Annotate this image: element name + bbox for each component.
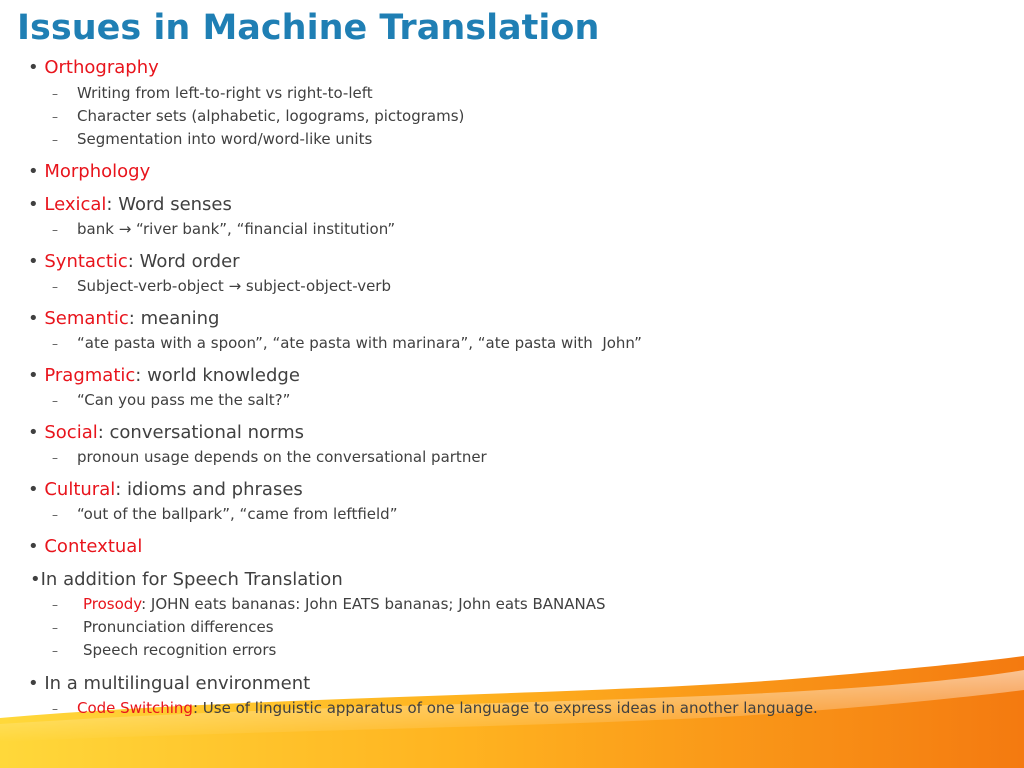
arrow-right-icon: → — [228, 277, 242, 295]
bullet-term: Orthography — [44, 57, 159, 78]
dash-marker: – — [52, 644, 58, 658]
dash-marker: – — [52, 110, 58, 124]
sub-bullet-text: Segmentation into word/word-like units — [77, 130, 373, 148]
sub-bullet-pronoun-usage — [52, 447, 487, 468]
dash-marker: – — [52, 394, 58, 408]
sub-bullet-segmentation — [52, 129, 372, 150]
bullet-marker: • — [28, 57, 39, 78]
bullet-term: Morphology — [44, 161, 151, 182]
bullet-syntactic — [28, 250, 240, 274]
dash-marker: – — [52, 223, 58, 237]
bullet-description: : meaning — [128, 308, 220, 329]
bullet-marker: • — [28, 536, 39, 557]
bullet-pragmatic — [28, 364, 300, 388]
sub-bullet-text: Speech recognition errors — [83, 641, 277, 659]
dash-marker: – — [52, 87, 58, 101]
sub-bullet-text: Pronunciation differences — [83, 618, 274, 636]
bullet-marker: • — [28, 251, 39, 272]
bullet-lexical — [28, 193, 232, 217]
dash-marker: – — [52, 280, 58, 294]
bullet-marker: • — [28, 479, 39, 500]
sub-bullet-text: “river bank”, “financial institution” — [131, 220, 396, 238]
dash-marker: – — [52, 337, 58, 351]
bullet-description: : Word order — [127, 251, 240, 272]
bullet-marker: • — [30, 569, 41, 590]
bullet-contextual — [28, 535, 142, 559]
sub-bullet-text: pronoun usage depends on the conversational partner — [77, 448, 487, 466]
sub-bullet-character-sets — [52, 106, 464, 127]
bullet-term: Lexical — [44, 194, 107, 215]
sub-bullet-text: subject-object-verb — [241, 277, 391, 295]
sub-bullet-text: “out of the ballpark”, “came from leftfield” — [77, 505, 398, 523]
dash-marker: – — [52, 451, 58, 465]
slide-title: Issues in Machine Translation — [17, 8, 600, 48]
sub-bullet-salt-example — [52, 390, 290, 411]
bullet-description: : world knowledge — [135, 365, 300, 386]
bullet-description: : idioms and phrases — [115, 479, 303, 500]
sub-bullet-text: Writing from left-to-right vs right-to-left — [77, 84, 373, 102]
bullet-description: : conversational norms — [97, 422, 305, 443]
sub-bullet-term: Code Switching — [77, 699, 193, 717]
sub-bullet-text: Subject-verb-object — [77, 277, 229, 295]
sub-bullet-text: “Can you pass me the salt?” — [77, 391, 291, 409]
bullet-marker: • — [28, 194, 39, 215]
sub-bullet-code-switching — [52, 698, 818, 719]
bullet-marker: • — [28, 161, 39, 182]
sub-bullet-term: Prosody — [83, 595, 142, 613]
dash-marker: – — [52, 133, 58, 147]
sub-bullet-bank-example — [52, 219, 395, 240]
arrow-right-icon: → — [118, 220, 132, 238]
dash-marker: – — [52, 508, 58, 522]
bullet-multilingual — [28, 672, 310, 696]
sub-bullet-idioms-example — [52, 504, 397, 525]
bullet-cultural — [28, 478, 303, 502]
bullet-description: In a multilingual environment — [44, 673, 311, 694]
bullet-term: Syntactic — [44, 251, 128, 272]
sub-bullet-pasta-example — [52, 333, 642, 354]
bullet-marker: • — [28, 422, 39, 443]
sub-bullet-text: “ate pasta with a spoon”, “ate pasta with marinara”, “ate pasta with John” — [77, 334, 642, 352]
dash-marker: – — [52, 702, 58, 716]
bullet-marker: • — [28, 673, 39, 694]
bullet-term: Social — [44, 422, 98, 443]
bullet-orthography — [28, 56, 159, 80]
bullet-term: Contextual — [44, 536, 143, 557]
sub-bullet-text: : Use of linguistic apparatus of one language to express ideas in another language. — [192, 699, 818, 717]
sub-bullet-word-order-example — [52, 276, 391, 297]
bullet-term: Pragmatic — [44, 365, 136, 386]
bullet-social — [28, 421, 304, 445]
sub-bullet-text: Character sets (alphabetic, logograms, pictograms) — [77, 107, 465, 125]
bullet-morphology — [28, 160, 150, 184]
dash-marker: – — [52, 621, 58, 635]
dash-marker: – — [52, 598, 58, 612]
bullet-description: In addition for Speech Translation — [40, 569, 343, 590]
bullet-marker: • — [28, 308, 39, 329]
sub-bullet-text: bank — [77, 220, 119, 238]
bullet-term: Semantic — [44, 308, 129, 329]
bullet-speech-translation — [30, 568, 343, 592]
bullet-description: : Word senses — [106, 194, 232, 215]
sub-bullet-writing-direction — [52, 83, 373, 104]
bullet-semantic — [28, 307, 219, 331]
bullet-term: Cultural — [44, 479, 116, 500]
bullet-marker: • — [28, 365, 39, 386]
sub-bullet-text: : JOHN eats bananas: John EATS bananas; John eats BANANAS — [141, 595, 606, 613]
